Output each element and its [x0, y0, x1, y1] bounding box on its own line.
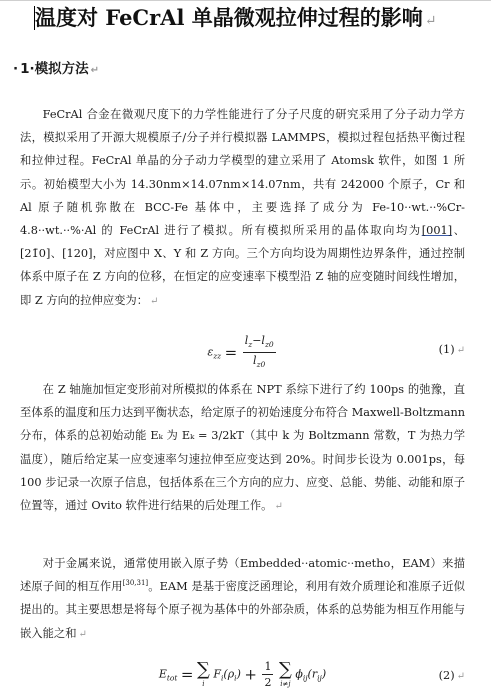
top-border	[0, 0, 491, 1]
paragraph-mark-icon: ↵	[456, 345, 465, 356]
eq1-num-l2: l	[261, 334, 265, 347]
eq2-half-den: 2	[264, 676, 272, 689]
eq2-lhs: E	[158, 667, 167, 681]
eq2-number-text: (2)	[438, 669, 455, 682]
eq1-fraction	[243, 333, 276, 372]
section-bullet: ·	[13, 61, 19, 77]
sigma-icon: ∑	[197, 658, 210, 680]
eq2-sum2-index: i≠j	[280, 679, 291, 688]
sigma-icon: ∑	[278, 658, 292, 680]
eq1-equals: =	[224, 343, 238, 362]
equation-1-number	[439, 343, 465, 356]
eq2-lhs-sub: tot	[166, 673, 178, 683]
eq1-den-l: l	[253, 354, 257, 367]
equation-1-body	[20, 333, 465, 372]
eq1-lhs-sub: zz	[213, 351, 222, 361]
eq2-term1: F	[213, 667, 221, 681]
section-heading-text: 1·模拟方法	[20, 61, 89, 77]
eq2-term1-sub: i	[221, 673, 224, 683]
paragraph-relaxation[interactable]	[20, 378, 465, 518]
paragraph-text: 在 Z 轴施加恒定变形前对所模拟的体系在 NPT 系综下进行了约 100ps 的弛豫，直至体系的温度和压力达到平衡状态，给定原子的初始速度分布符合 Maxwell-Boltzmann 分布，体系的总初始动能 Eₖ 为 Eₖ = 3/2kT（其中 k 为 Boltzmann 常数，T 为热力学温度），随后给定某一应变速率匀速拉伸至应变达到 20%。时间步长设为 0.001ps，每 100 步记录一次原子信息，包括体系在三个方向的应力、应变、总能、势能、动能和原子位置等，通过 Ovito 软件进行结果的后处理工作。	[20, 383, 465, 513]
citation[interactable]: [30,31]	[122, 579, 149, 588]
document-title[interactable]	[33, 3, 483, 36]
eq1-denominator	[243, 353, 276, 372]
paragraph-method[interactable]	[20, 103, 465, 313]
paragraph-mark-icon: ↵	[274, 501, 283, 513]
paragraph-mark-icon: ↵	[150, 295, 159, 307]
paragraph-text: 对于金属来说，通常使用嵌入原子势（Embedded··atomic··metho，EAM）来描述原子间的相互作用	[20, 557, 465, 594]
equation-2[interactable]	[20, 659, 465, 699]
eq2-half	[262, 659, 273, 690]
paragraph-mark-icon: ↵	[424, 13, 437, 29]
eq1-numerator	[243, 333, 276, 353]
eq2-term1-arg-sub: i	[234, 673, 237, 683]
eq2-equals: =	[180, 665, 194, 684]
eq1-den-sub: z0	[256, 360, 266, 369]
eq1-lhs: ε	[207, 345, 214, 359]
paragraph-text: 、[21̄0]、[120]，对应图中 X、Y 和 Z 方向。三个方向均设为周期性边界条件，通过控制体系中原子在 Z 方向的位移，在恒定的应变速率下模型沿 Z 轴的应变随时间线性增加，即 Z 方向的拉伸应变为：	[20, 224, 465, 307]
eq1-number-text: (1)	[438, 343, 455, 356]
eq2-term2-sub: ij	[302, 673, 308, 683]
equation-2-body	[20, 659, 465, 690]
eq2-term2: ϕ	[295, 667, 303, 681]
eq2-sum-2	[278, 658, 292, 689]
eq1-num-sub2: z0	[264, 340, 274, 349]
equation-2-number	[439, 669, 465, 682]
paragraph-mark-icon: ↵	[90, 65, 100, 76]
title-text: 温度对 FeCrAl 单晶微观拉伸过程的影响	[35, 5, 423, 30]
eq2-term2-arg-sub: ij	[317, 673, 322, 683]
eq2-sum-1	[197, 658, 210, 689]
section-heading[interactable]	[13, 60, 99, 80]
eq2-sum1-index: i	[202, 679, 205, 688]
eq2-term2-close: )	[321, 667, 327, 681]
paragraph-mark-icon: ↵	[456, 671, 465, 682]
eq1-minus: −	[252, 334, 262, 347]
eq2-plus: +	[244, 665, 257, 684]
eq2-term1-arg: (ρ	[223, 667, 235, 681]
eq2-half-num: 1	[264, 660, 272, 673]
crystal-direction-link[interactable]: [001]	[421, 224, 453, 238]
paragraph-text: FeCrAl 合金在微观尺度下的力学性能进行了分子尺度的研究采用了分子动力学方法，模拟采用了开源大规模原子/分子并行模拟器 LAMMPS，模拟过程包括热平衡过程和拉伸过程。FeCrAl 单晶的分子动力学模型的建立采用了 Atomsk 软件，如图 1 所示。初始模型大小为 14.30nm×14.07nm×14.07nm，共有 242000 个原子，Cr 和 Al 原子随机弥散在 BCC-Fe 基体中，主要选择了成分为 Fe-10··wt.··%Cr-4.8··wt.··%·Al 的 FeCrAl 进行了模拟。所有模拟所采用的晶体取向均为	[20, 108, 465, 238]
eq2-term2-arg: (r	[307, 667, 318, 681]
paragraph-text: 。EAM 是基于密度泛函理论，利用有效介质理论和准原子近似提出的。其主要思想是将每个原子视为基体中的外部杂质，体系的总势能为相互作用能与嵌入能之和	[20, 580, 465, 640]
eq2-term1-close: )	[236, 667, 241, 681]
equation-1[interactable]	[20, 333, 465, 373]
paragraph-mark-icon: ↵	[78, 628, 87, 640]
eq1-num-l: l	[244, 334, 249, 347]
eq1-num-sub: z	[248, 340, 253, 349]
paragraph-eam[interactable]	[20, 552, 465, 646]
